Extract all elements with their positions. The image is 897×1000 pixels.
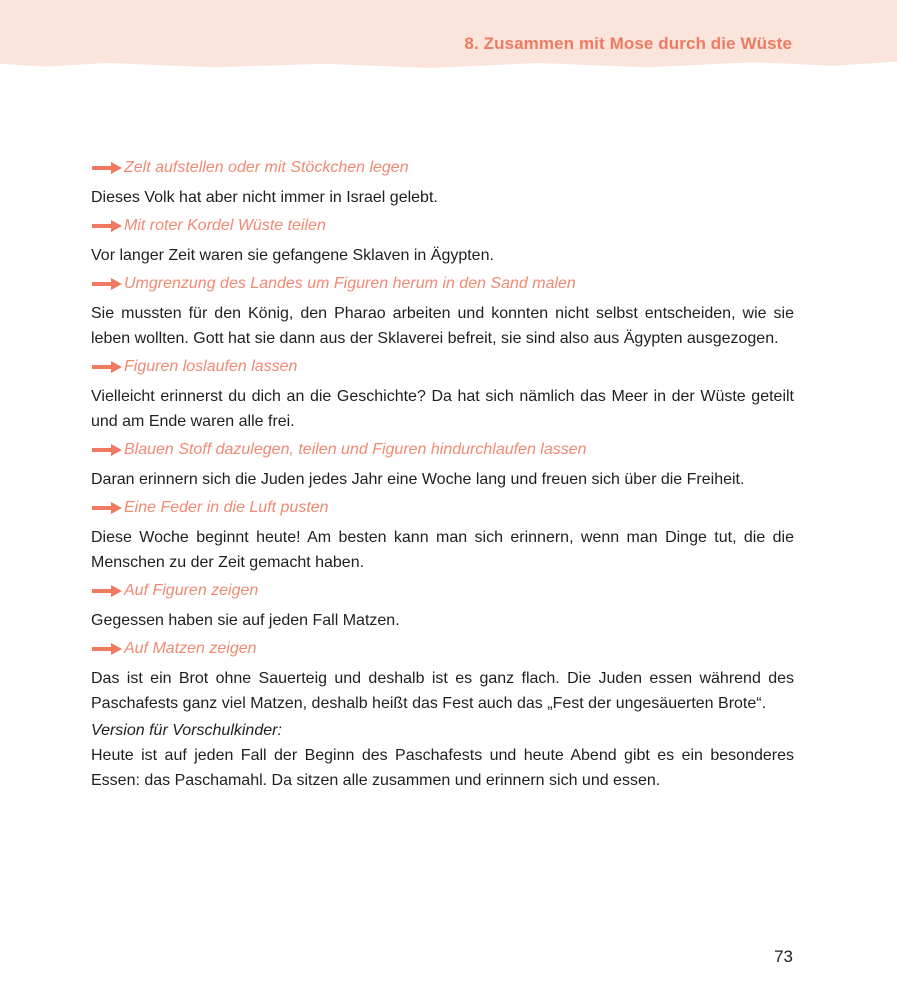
arrow-right-icon	[91, 160, 123, 176]
paragraph: Das ist ein Brot ohne Sauerteig und deshalb ist es ganz flach. Die Juden essen während des Paschafests ganz viel Matzen, deshalb heißt das Fest auch das „Fest der ungesäuerten Brote“.	[91, 670, 794, 712]
arrow-right-icon	[91, 442, 123, 458]
version-label: Version für Vorschulkinder:	[91, 722, 282, 739]
instruction-text: Blauen Stoff dazulegen, teilen und Figuren hindurchlaufen lassen	[124, 441, 587, 458]
instruction-text: Zelt aufstellen oder mit Stöckchen legen	[124, 159, 409, 176]
paragraph: Sie mussten für den König, den Pharao arbeiten und konnten nicht selbst entscheiden, wie sie leben wollten. Gott hat sie dann aus der Sklaverei befreit, sie sind also aus Ägypten ausgezogen.	[91, 305, 794, 347]
instruction-line	[91, 578, 794, 604]
paragraph: Vielleicht erinnerst du dich an die Geschichte? Da hat sich nämlich das Meer in der Wüste geteilt und am Ende waren alle frei.	[91, 388, 794, 430]
paragraph: Dieses Volk hat aber nicht immer in Israel gelebt.	[91, 189, 438, 206]
instruction-text: Umgrenzung des Landes um Figuren herum in den Sand malen	[124, 275, 576, 292]
chapter-title: 8. Zusammen mit Mose durch die Wüste	[464, 34, 792, 53]
instruction-line	[91, 437, 794, 463]
instruction-line	[91, 213, 794, 239]
arrow-right-icon	[91, 583, 123, 599]
arrow-right-icon	[91, 359, 123, 375]
instruction-line	[91, 271, 794, 297]
arrow-right-icon	[91, 218, 123, 234]
instruction-text: Auf Matzen zeigen	[124, 640, 257, 657]
paragraph: Gegessen haben sie auf jeden Fall Matzen.	[91, 612, 400, 629]
instruction-line	[91, 636, 794, 662]
instruction-text: Figuren loslaufen lassen	[124, 358, 298, 375]
paragraph: Daran erinnern sich die Juden jedes Jahr eine Woche lang und freuen sich über die Freiheit.	[91, 471, 745, 488]
paragraph: Vor langer Zeit waren sie gefangene Sklaven in Ägypten.	[91, 247, 494, 264]
page-number: 73	[774, 947, 793, 966]
instruction-line	[91, 354, 794, 380]
instruction-line	[91, 155, 794, 181]
arrow-right-icon	[91, 500, 123, 516]
page-content	[91, 154, 794, 796]
instruction-text: Auf Figuren zeigen	[124, 582, 259, 599]
paragraph: Heute ist auf jeden Fall der Beginn des Paschafests und heute Abend gibt es ein besonderes Essen: das Paschamahl. Da sitzen alle zusammen und erinnern sich und essen.	[91, 747, 794, 789]
instruction-text: Eine Feder in die Luft pusten	[124, 499, 329, 516]
arrow-right-icon	[91, 641, 123, 657]
arrow-right-icon	[91, 276, 123, 292]
instruction-text: Mit roter Kordel Wüste teilen	[124, 217, 326, 234]
paragraph: Diese Woche beginnt heute! Am besten kann man sich erinnern, wenn man Dinge tut, die die Menschen zu der Zeit gemacht haben.	[91, 529, 794, 571]
instruction-line	[91, 495, 794, 521]
